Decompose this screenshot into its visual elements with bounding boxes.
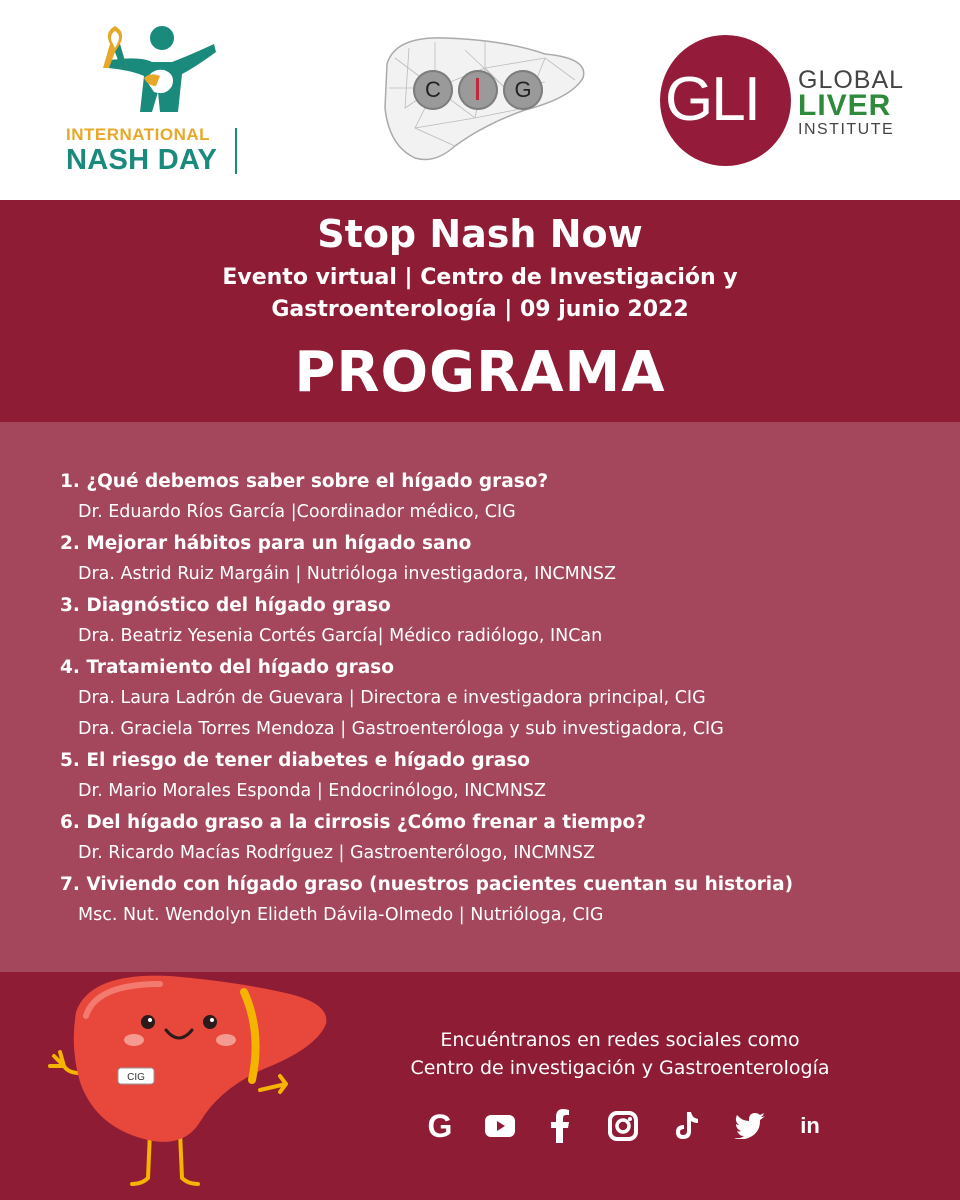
cig-letter-c: C [413, 70, 453, 110]
gli-liver: LIVER [798, 89, 892, 122]
program-item-speaker: Dr. Mario Morales Esponda | Endocrinólogo, INCMNSZ [78, 781, 547, 801]
facebook-glyph [550, 1109, 570, 1143]
cig-i-bar [476, 78, 479, 100]
logo-header [0, 0, 960, 200]
liver-mascot-illustration [30, 972, 350, 1200]
youtube-glyph [485, 1115, 515, 1137]
program-item-title: 7. Viviendo con hígado graso (nuestros pacientes cuentan su historia) [60, 874, 794, 895]
programa-heading: PROGRAMA [294, 340, 666, 405]
program-item-speaker: Dra. Laura Ladrón de Guevara | Directora e investigadora principal, CIG [78, 688, 706, 708]
social-line-1: Encuéntranos en redes sociales como [440, 1029, 800, 1051]
footer [0, 972, 960, 1200]
nash-line-nash-day: NASH DAY [66, 144, 218, 176]
program-item-speaker: Msc. Nut. Wendolyn Elideth Dávila-Olmedo | Nutrióloga, CIG [78, 905, 604, 925]
title-banner [0, 200, 960, 422]
nash-line-international: INTERNATIONAL [66, 125, 211, 144]
cig-logo [375, 28, 595, 168]
linkedin-icon[interactable] [790, 1106, 830, 1146]
program-item-title: 4. Tratamiento del hígado graso [60, 657, 394, 678]
instagram-glyph [608, 1111, 638, 1141]
program-item-title: 6. Del hígado graso a la cirrosis ¿Cómo frenar a tiempo? [60, 812, 646, 833]
global-liver-institute-logo [660, 35, 920, 165]
program-item-title: 3. Diagnóstico del hígado graso [60, 595, 391, 616]
gli-global: GLOBAL [798, 66, 905, 94]
program-item-title: 5. El riesgo de tener diabetes e hígado graso [60, 750, 530, 771]
event-title: Stop Nash Now [317, 212, 643, 256]
twitter-icon[interactable] [730, 1106, 770, 1146]
program-item-speaker: Dra. Astrid Ruiz Margáin | Nutrióloga investigadora, INCMNSZ [78, 564, 616, 584]
event-subtitle: Evento virtual | Centro de Investigación y Gastroenterología | 09 junio 2022 [222, 265, 738, 322]
program-item-speaker: Dr. Ricardo Macías Rodríguez | Gastroenterólogo, INCMNSZ [78, 843, 596, 863]
twitter-glyph [734, 1113, 766, 1139]
program-item-title: 2. Mejorar hábitos para un hígado sano [60, 533, 472, 554]
social-invite [360, 1026, 880, 1082]
tiktok-glyph [673, 1111, 699, 1141]
program-item-speaker: Dra. Graciela Torres Mendoza | Gastroenteróloga y sub investigadora, CIG [78, 719, 724, 739]
program-section [0, 422, 960, 972]
google-icon[interactable] [420, 1106, 460, 1146]
awareness-ribbon-icon [100, 22, 130, 72]
tiktok-icon[interactable] [666, 1106, 706, 1146]
mascot-badge: CIG [127, 1072, 145, 1083]
social-line-2: Centro de investigación y Gastroenterología [410, 1057, 830, 1079]
social-icons [420, 1106, 840, 1146]
cig-letter-g: G [503, 70, 543, 110]
instagram-icon[interactable] [603, 1106, 643, 1146]
program-item-title: 1. ¿Qué debemos saber sobre el hígado graso? [60, 471, 549, 492]
program-list [60, 466, 940, 931]
gli-institute: INSTITUTE [798, 121, 895, 138]
international-nash-day-logo [60, 22, 270, 182]
google-glyph: G [427, 1107, 453, 1144]
linkedin-glyph: in [800, 1113, 820, 1138]
program-item-speaker: Dra. Beatriz Yesenia Cortés García| Médico radiólogo, INCan [78, 626, 603, 646]
nash-divider [235, 128, 237, 174]
facebook-icon[interactable] [540, 1106, 580, 1146]
youtube-icon[interactable] [480, 1106, 520, 1146]
gli-mark: GLI [665, 65, 759, 134]
program-item-speaker: Dr. Eduardo Ríos García |Coordinador médico, CIG [78, 502, 516, 522]
